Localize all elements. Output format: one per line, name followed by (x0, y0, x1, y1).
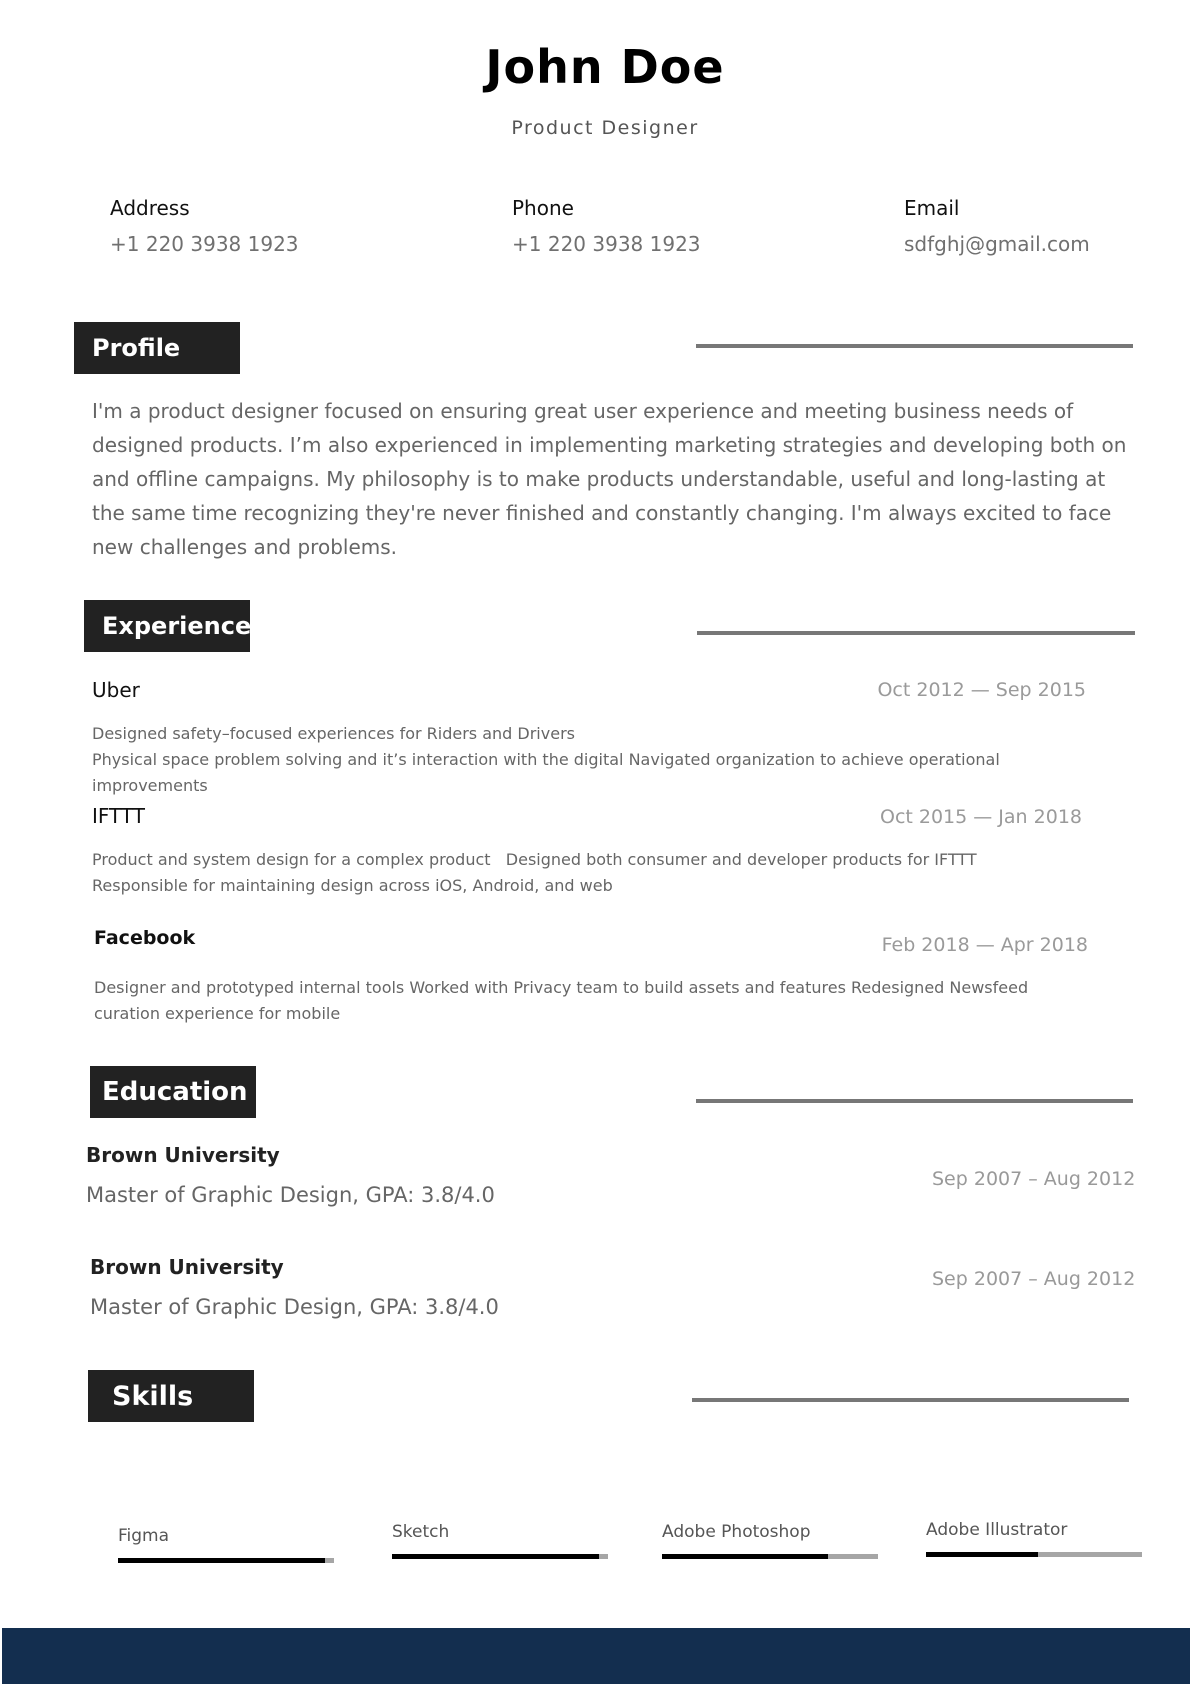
section-divider (696, 344, 1133, 348)
job-description (94, 975, 1084, 1027)
edu-school: Brown University (86, 1143, 280, 1167)
job-company: Uber (92, 678, 140, 702)
job-line: Product and system design for a complex product Designed both consumer and developer products for IFTTT (92, 850, 977, 869)
job-company: IFTTT (92, 804, 145, 828)
job-line: Designed safety–focused experiences for Riders and Drivers (92, 724, 575, 743)
skill-name: Sketch (392, 1522, 450, 1542)
skill-level-fill (392, 1554, 599, 1559)
contact-address-value: +1 220 3938 1923 (110, 232, 299, 256)
section-header-education (90, 1066, 256, 1118)
edu-school: Brown University (90, 1255, 284, 1279)
job-description (92, 847, 1092, 899)
edu-degree: Master of Graphic Design, GPA: 3.8/4.0 (86, 1183, 495, 1207)
contact-phone-value: +1 220 3938 1923 (512, 232, 701, 256)
section-title: Profile (92, 334, 181, 362)
skill-level-fill (926, 1552, 1038, 1557)
section-title: Skills (112, 1380, 194, 1412)
profile-summary: I'm a product designer focused on ensuring great user experience and meeting business needs of designed products. I’m also experienced in implementing marketing strategies and developing both on and offline campaigns. My philosophy is to make products understandable, useful and long-lasting at the same time recognizing they're never finished and constantly changing. I'm always excited to face new challenges and problems. (92, 399, 1127, 559)
contact-email-value[interactable]: sdfghj@gmail.com (904, 232, 1090, 256)
skill-level-bar (118, 1558, 334, 1563)
section-header-skills (88, 1370, 254, 1422)
resume-name: John Doe (485, 40, 725, 94)
skill-level-fill (662, 1554, 828, 1559)
edu-dates: Sep 2007 – Aug 2012 (932, 1268, 1136, 1290)
skill-level-fill (118, 1558, 325, 1563)
section-title: Experience (102, 612, 252, 640)
section-divider (697, 631, 1135, 635)
skill-name: Adobe Photoshop (662, 1522, 811, 1542)
contact-address-label: Address (110, 196, 190, 220)
footer-band (2, 1628, 1190, 1684)
contact-phone-label: Phone (512, 196, 574, 220)
job-line: Designer and prototyped internal tools Worked with Privacy team to build assets and features Redesigned Newsfeed curation experience for mobile (94, 978, 1029, 1023)
section-header-experience (84, 600, 250, 652)
job-dates: Oct 2012 — Sep 2015 (877, 679, 1086, 701)
skill-name: Adobe Illustrator (926, 1520, 1068, 1540)
section-header-profile (74, 322, 240, 374)
edu-degree: Master of Graphic Design, GPA: 3.8/4.0 (90, 1295, 499, 1319)
section-divider (696, 1099, 1133, 1103)
job-dates: Feb 2018 — Apr 2018 (881, 934, 1088, 956)
job-line: Responsible for maintaining design across iOS, Android, and web (92, 876, 613, 895)
skill-name: Figma (118, 1526, 170, 1546)
job-dates: Oct 2015 — Jan 2018 (879, 806, 1082, 828)
section-divider (692, 1398, 1129, 1402)
job-description (92, 721, 1072, 799)
skill-level-bar (392, 1554, 608, 1559)
job-line: Physical space problem solving and it’s interaction with the digital Navigated organization to achieve operational improvements (92, 750, 1000, 795)
contact-email-label: Email (904, 196, 960, 220)
skill-level-bar (926, 1552, 1142, 1557)
resume-role: Product Designer (511, 117, 699, 139)
skill-level-bar (662, 1554, 878, 1559)
job-company: Facebook (94, 927, 196, 949)
edu-dates: Sep 2007 – Aug 2012 (932, 1168, 1136, 1190)
section-title: Education (102, 1077, 248, 1107)
